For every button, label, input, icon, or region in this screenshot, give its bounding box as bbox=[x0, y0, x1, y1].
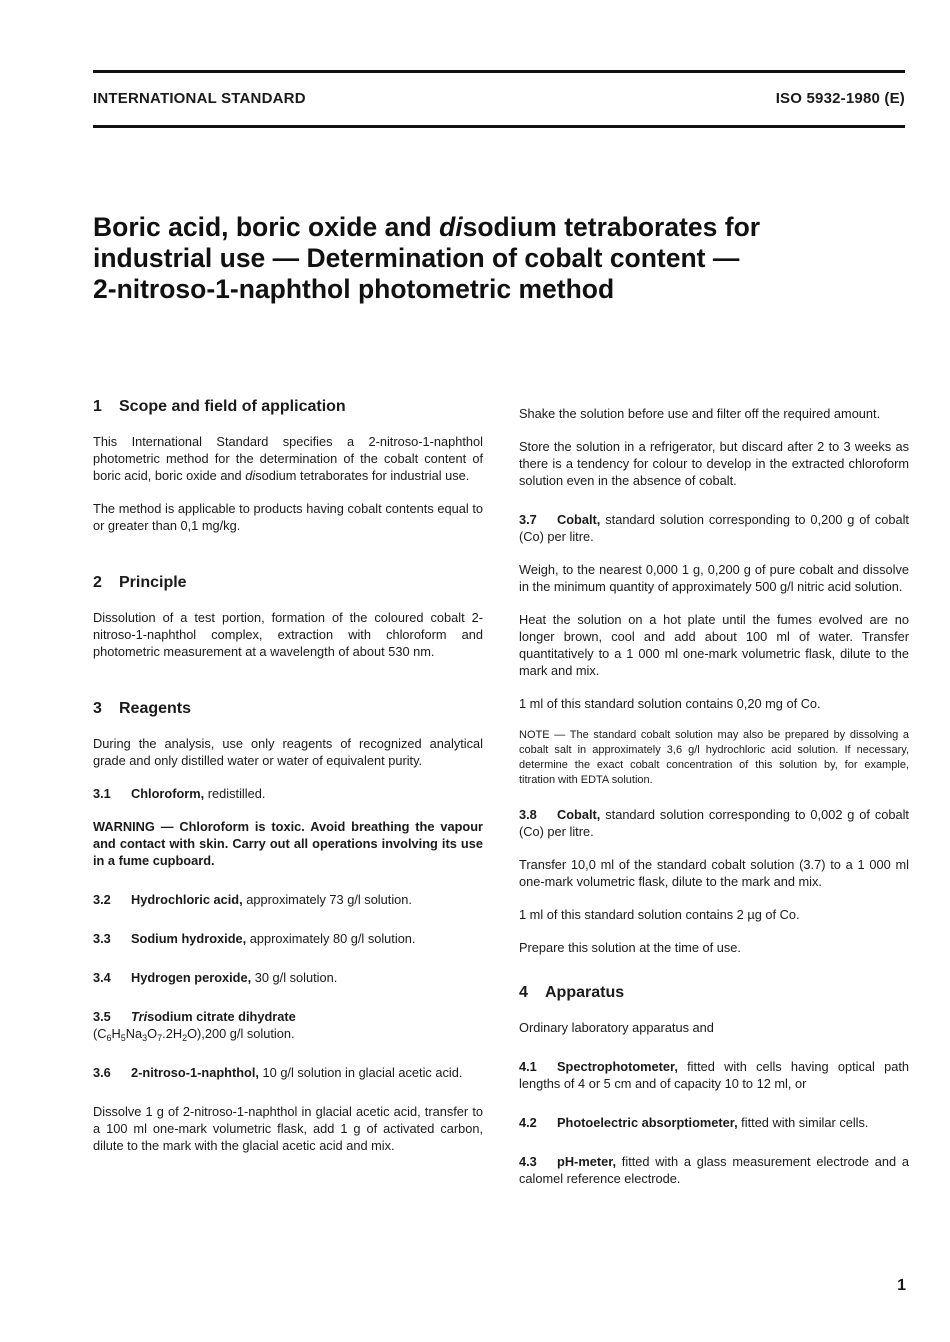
document-title bbox=[93, 212, 893, 305]
apparatus-4-2: 4.2 Photoelectric absorptiometer, fitted with similar cells. bbox=[519, 1115, 869, 1130]
section-4-intro: Ordinary laboratory apparatus and bbox=[519, 1020, 714, 1035]
title-line-1: Boric acid, boric oxide and disodium tetraborates for bbox=[93, 212, 761, 242]
apparatus-4-1: 4.1 Spectrophotometer, fitted with cells having optical path lengths of 4 or 5 cm and of capacity 10 to 12 ml, or bbox=[519, 1059, 909, 1091]
reagent-3-7-contains: 1 ml of this standard solution contains 0,20 mg of Co. bbox=[519, 696, 821, 711]
reagent-3-8: 3.8 Cobalt, standard solution corresponding to 0,002 g of cobalt (Co) per litre. bbox=[519, 807, 909, 839]
page-number: 1 bbox=[897, 1277, 906, 1294]
reagent-3-2: 3.2 Hydrochloric acid, approximately 73 g/l solution. bbox=[93, 892, 412, 907]
reagent-3-7-weigh: Weigh, to the nearest 0,000 1 g, 0,200 g of pure cobalt and dissolve in the minimum quantity of approximately 500 g/l nitric acid solution. bbox=[519, 562, 909, 594]
reagent-3-7-heat: Heat the solution on a hot plate until the fumes evolved are no longer brown, cool and add about 100 ml of water. Transfer quantitatively to a 1 000 ml one-mark volumetric flask, dilute to the mark and mix. bbox=[519, 612, 909, 678]
reagent-3-4: 3.4 Hydrogen peroxide, 30 g/l solution. bbox=[93, 970, 338, 985]
reagent-3-6-storage: Store the solution in a refrigerator, but discard after 2 to 3 weeks as there is a tendency for colour to develop in the extracted chloroform solution even in the absence of cobalt. bbox=[519, 439, 909, 488]
reagent-3-8-contains: 1 ml of this standard solution contains 2 µg of Co. bbox=[519, 907, 800, 922]
header-iso-number: ISO 5932-1980 (E) bbox=[775, 90, 905, 107]
reagent-3-8-prepare: Prepare this solution at the time of use. bbox=[519, 940, 741, 955]
reagent-3-1: 3.1 Chloroform, redistilled. bbox=[93, 786, 266, 801]
reagent-3-6-preparation: Dissolve 1 g of 2-nitroso-1-naphthol in glacial acetic acid, transfer to a 100 ml one-mark volumetric flask, add 1 g of activated carbon, dilute to the mark with the glacial acetic acid and mix. bbox=[93, 1104, 483, 1153]
section-1-heading: 1 Scope and field of application bbox=[93, 398, 346, 415]
section-1-paragraph-2: The method is applicable to products having cobalt contents equal to or greater than 0,1 mg/kg. bbox=[93, 501, 483, 533]
reagent-3-7: 3.7 Cobalt, standard solution corresponding to 0,200 g of cobalt (Co) per litre. bbox=[519, 512, 909, 544]
title-line-3: 2-nitroso-1-naphthol photometric method bbox=[93, 274, 615, 304]
section-3-heading: 3 Reagents bbox=[93, 700, 192, 717]
reagent-3-3: 3.3 Sodium hydroxide, approximately 80 g/l solution. bbox=[93, 931, 416, 946]
reagent-3-6-shake: Shake the solution before use and filter off the required amount. bbox=[519, 406, 881, 421]
section-3-intro: During the analysis, use only reagents of recognized analytical grade and only distilled water or water of equivalent purity. bbox=[93, 736, 483, 768]
section-4-heading: 4 Apparatus bbox=[519, 984, 625, 1001]
chloroform-warning: WARNING — Chloroform is toxic. Avoid breathing the vapour and contact with skin. Carry out all operations involving its use in a fume cupboard. bbox=[93, 819, 483, 868]
reagent-3-5: 3.5 Trisodium citrate dihydrate $(C_6H_5Na_3O_7.2H_2O),200$ g/l solution. bbox=[93, 1009, 296, 1043]
reagent-3-8-transfer: Transfer 10,0 ml of the standard cobalt solution (3.7) to a 1 000 ml one-mark volumetric flask, dilute to the mark and mix. bbox=[519, 857, 909, 889]
section-2-heading: 2 Principle bbox=[93, 574, 187, 591]
header-top-rule bbox=[93, 70, 905, 73]
header-bottom-rule bbox=[93, 125, 905, 128]
citrate-formula: $(C_6H_5Na_3O_7.2H_2O),200$ g/l solution. bbox=[93, 1026, 295, 1043]
title-line-2: industrial use — Determination of cobalt content — bbox=[93, 243, 740, 273]
right-column bbox=[519, 405, 909, 1203]
section-1-paragraph-1: This International Standard specifies a 2-nitroso-1-naphthol photometric method for the determination of the cobalt content of boric acid, boric oxide and disodium tetraborates for industrial use. bbox=[93, 434, 483, 483]
reagent-3-7-note: NOTE — The standard cobalt solution may also be prepared by dissolving a cobalt salt in approximately 3,6 g/l hydrochloric acid solution. If necessary, determine the exact cobalt concentration of this solution by, for example, titration with EDTA solution. bbox=[519, 729, 909, 786]
reagent-3-6: 3.6 2-nitroso-1-naphthol, 10 g/l solution in glacial acetic acid. bbox=[93, 1065, 463, 1080]
header-standard-label: INTERNATIONAL STANDARD bbox=[93, 90, 306, 107]
section-2-paragraph: Dissolution of a test portion, formation of the coloured cobalt 2-nitroso-1-naphthol complex, extraction with chloroform and photometric measurement at a wavelength of about 530 nm. bbox=[93, 610, 483, 659]
left-column bbox=[93, 398, 483, 1170]
apparatus-4-3: 4.3 pH-meter, fitted with a glass measurement electrode and a calomel reference electrode. bbox=[519, 1154, 909, 1186]
